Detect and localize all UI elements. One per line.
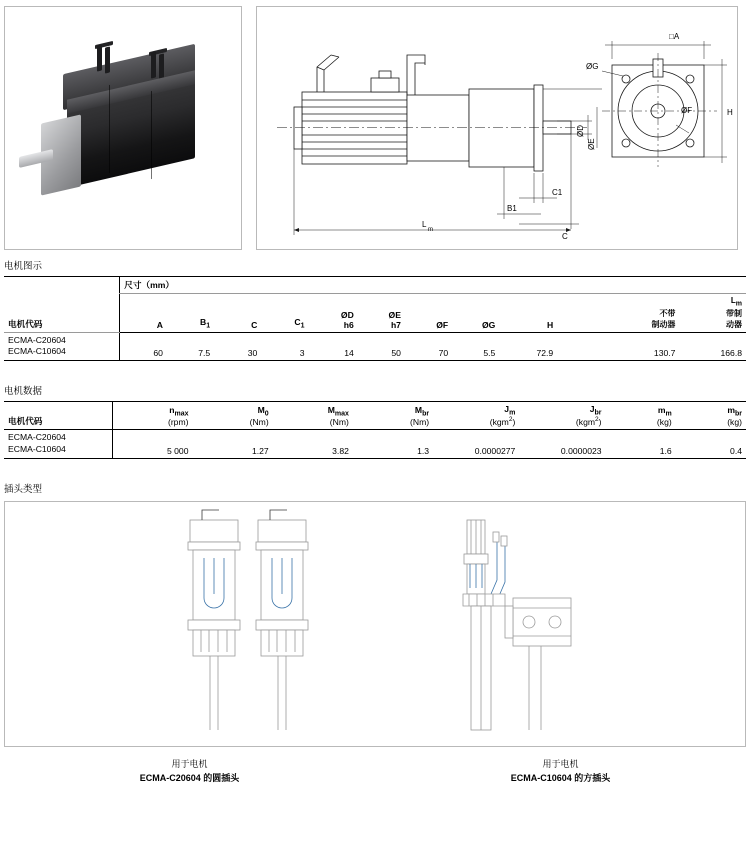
dim-col-code: 电机代码 bbox=[4, 277, 120, 333]
dim-val-h: 72.9 bbox=[499, 332, 557, 360]
data-head-mm: $m_m$ (kg) bbox=[606, 401, 676, 430]
dim-head-b1: $B_1$ bbox=[167, 294, 214, 333]
dim-head-f: ØF bbox=[405, 294, 452, 333]
connector-pin-2 bbox=[105, 46, 110, 73]
dim-head-e: ØE h7 bbox=[358, 294, 405, 333]
label-h: H bbox=[727, 108, 733, 117]
dim-val-lm-nobrake: 130.7 bbox=[557, 332, 679, 360]
motor-data-table bbox=[4, 401, 746, 459]
data-val-nmax: 5 000 bbox=[112, 430, 192, 458]
data-val-jm: 0.0000277 bbox=[433, 430, 519, 458]
label-c: C bbox=[562, 232, 568, 241]
label-dia-g: ØG bbox=[586, 62, 599, 71]
data-head-mbr: $M_{br}$ (Nm) bbox=[353, 401, 433, 430]
dim-head-lm-nobrake: 不带 制动器 bbox=[557, 294, 679, 333]
plug-drawings bbox=[5, 502, 745, 746]
dim-val-f: 70 bbox=[405, 332, 452, 360]
data-val-m0: 1.27 bbox=[192, 430, 272, 458]
dim-val-c1: 3 bbox=[261, 332, 308, 360]
table-row bbox=[4, 430, 746, 458]
motor-dimension-drawing bbox=[257, 7, 737, 249]
dim-val-lm-brake: 166.8 bbox=[679, 332, 746, 360]
dim-val-b1: 7.5 bbox=[167, 332, 214, 360]
label-c1: C1 bbox=[552, 188, 563, 197]
caption-motor-data: 电机数据 bbox=[4, 385, 43, 397]
dim-head-lm-brake: $L_m$ 带制 动器 bbox=[679, 294, 746, 333]
plug-caption-right: 用于电机 ECMA-C10604 的方插头 bbox=[510, 758, 611, 783]
caption-motor-figure: 电机图示 bbox=[4, 261, 43, 272]
dim-val-g: 5.5 bbox=[452, 332, 499, 360]
dim-header-row-1 bbox=[4, 277, 746, 294]
data-val-jbr: 0.0000023 bbox=[519, 430, 605, 458]
label-b1: B1 bbox=[507, 204, 517, 213]
dim-head-c: C bbox=[214, 294, 261, 333]
data-val-mm: 1.6 bbox=[606, 430, 676, 458]
data-head-mmax: $M_{max}$ (Nm) bbox=[273, 401, 353, 430]
dim-row-code: ECMA-C20604 ECMA-C10604 bbox=[4, 332, 120, 360]
data-row-code: ECMA-C20604 ECMA-C10604 bbox=[4, 430, 112, 458]
figure-panels bbox=[0, 0, 750, 250]
connector-pin-3 bbox=[151, 51, 156, 78]
dim-head-h: H bbox=[499, 294, 557, 333]
dim-head-d: ØD h6 bbox=[308, 294, 357, 333]
dim-val-e: 50 bbox=[358, 332, 405, 360]
label-dia-e: ØE bbox=[587, 138, 596, 150]
data-val-mbr-mass: 0.4 bbox=[676, 430, 746, 458]
plug-drawing-panel bbox=[4, 501, 746, 747]
data-header-row bbox=[4, 401, 746, 430]
motor-seam-2 bbox=[151, 91, 152, 179]
label-lm: L bbox=[422, 220, 427, 229]
motor-photo-panel bbox=[4, 6, 242, 250]
label-dia-f: ØF bbox=[681, 106, 693, 115]
data-head-m0: $M_0$ (Nm) bbox=[192, 401, 272, 430]
dim-head-a: A bbox=[120, 294, 167, 333]
connector-pin-1 bbox=[97, 44, 102, 71]
dim-val-d: 14 bbox=[308, 332, 357, 360]
motor-drawing-panel bbox=[256, 6, 738, 250]
data-head-jm: $J_m$ (kgm$^2$) bbox=[433, 401, 519, 430]
plug-caption-left: 用于电机 ECMA-C20604 的圆插头 bbox=[139, 758, 240, 783]
dim-col-group: 尺寸（mm） bbox=[120, 277, 746, 294]
table-row bbox=[4, 332, 746, 360]
data-head-nmax: $n_{max}$ (rpm) bbox=[112, 401, 192, 430]
data-head-mbr-mass: $m_{br}$ (kg) bbox=[676, 401, 746, 430]
motor-photo bbox=[5, 7, 241, 249]
dim-head-c1: $C_1$ bbox=[261, 294, 308, 333]
dim-val-a: 60 bbox=[120, 332, 167, 360]
dim-val-c: 30 bbox=[214, 332, 261, 360]
caption-plug-type: 插头类型 bbox=[4, 483, 43, 495]
plug-captions bbox=[4, 757, 746, 786]
data-col-code: 电机代码 bbox=[4, 401, 112, 430]
dim-head-g: ØG bbox=[452, 294, 499, 333]
data-head-jbr: $J_{br}$ (kgm$^2$) bbox=[519, 401, 605, 430]
motor-seam-1 bbox=[109, 85, 110, 173]
label-lm-sub: m bbox=[428, 227, 433, 233]
data-val-mbr: 1.3 bbox=[353, 430, 433, 458]
data-val-mmax: 3.82 bbox=[273, 430, 353, 458]
label-square-a: □A bbox=[669, 32, 680, 41]
dimension-table bbox=[4, 276, 746, 361]
label-dia-d: ØD bbox=[576, 125, 585, 137]
